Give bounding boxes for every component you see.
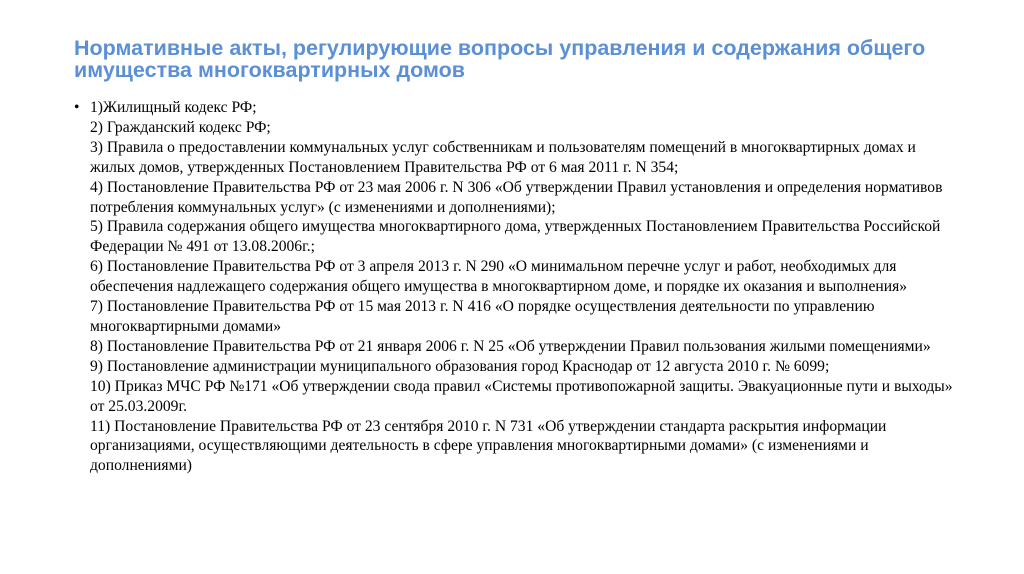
list-item: 8) Постановление Правительства РФ от 21 января 2006 г. N 25 «Об утверждении Правил пользования жилыми помещениями»: [90, 337, 931, 355]
list-item: 1)Жилищный кодекс РФ;: [90, 99, 257, 116]
bullet-marker: •: [74, 99, 80, 116]
list-item: 7) Постановление Правительства РФ от 15 мая 2013 г. N 416 «О порядке осуществления деятельности по управлению многоквартирными домами»: [90, 298, 875, 335]
list-item: 5) Правила содержания общего имущества многоквартирного дома, утвержденных Постановлением Правительства Российской Федерации № 491 от 13.08.2006г.;: [90, 218, 941, 256]
list-item: 9) Постановление администрации муниципального образования город Краснодар от 12 августа 2010 г. № 6099;: [90, 357, 830, 375]
list-item: 6) Постановление Правительства РФ от 3 апреля 2013 г. N 290 «О минимальном перечне услуг и работ, необходимых для обеспечения надлежащего содержания общего имущества в многоквартирном доме, и порядке их оказания и выполнения»: [90, 258, 908, 296]
legal-acts-list: [90, 98, 956, 476]
list-item: 2) Гражданский кодекс РФ;: [90, 118, 271, 136]
list-item: 11) Постановление Правительства РФ от 23 сентября 2010 г. N 731 «Об утверждении стандарта раскрытия информации организациями, осуществляющими деятельность в сфере управления многоквартирными домами» (с изменениями и дополнениями): [90, 417, 887, 475]
list-item: 4) Постановление Правительства РФ от 23 мая 2006 г. N 306 «Об утверждении Правил установления и определения нормативов потребления коммунальных услуг» (с изменениями и дополнениями);: [90, 178, 943, 216]
slide-title: Нормативные акты, регулирующие вопросы управления и содержания общего имущества многоквартирных домов: [74, 36, 926, 82]
list-item: 3) Правила о предоставлении коммунальных услуг собственникам и пользователям помещений в многоквартирных домах и жилых домов, утвержденных Постановлением Правительства РФ от 6 мая 2011 г. N 354;: [90, 138, 916, 176]
list-item: 10) Приказ МЧС РФ №171 «Об утверждении свода правил «Системы противопожарной защиты. Эвакуационные пути и выходы» от 25.03.2009г.: [90, 377, 953, 415]
